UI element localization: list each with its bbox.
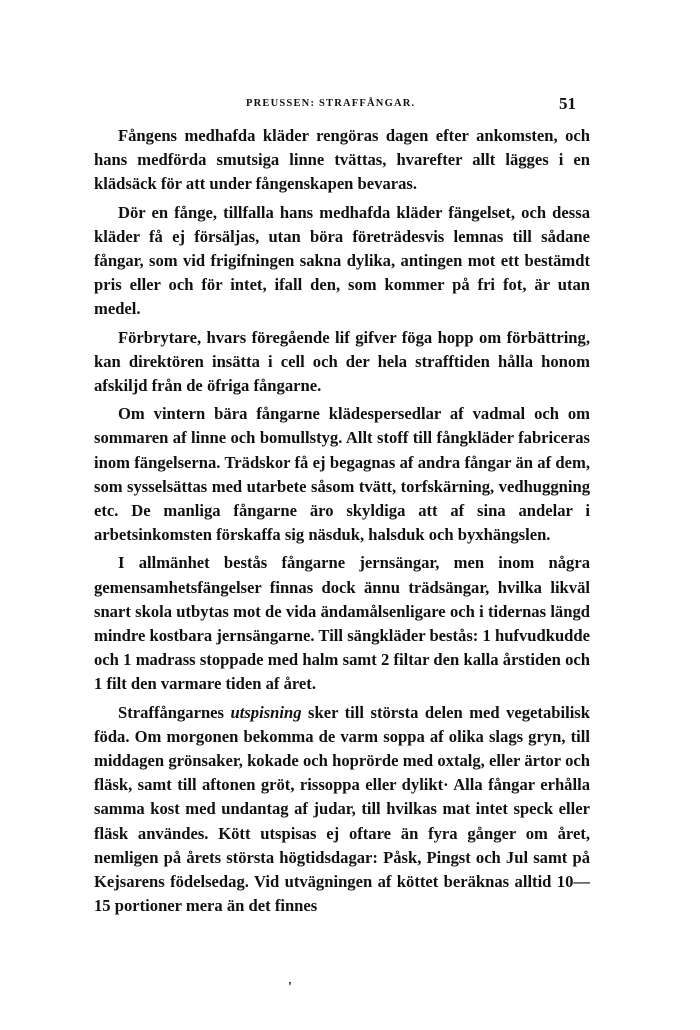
- paragraph-beds: I allmänhet bestås fångarne jernsängar, men inom några gemensamhetsfängelser finnas dock ännu trädsängar, hvilka likväl snart skola utbytas mot de vida ändamålsenligare och i tidernas längd mindre kostbara jernsängarne. Till sängkläder bestås: 1 hufvudkudde och 1 madrass stoppade med halm samt 2 filtar den kalla årstiden och 1 filt den varmare tiden af året.: [94, 553, 590, 694]
- page-number: 51: [559, 94, 576, 113]
- page-header: [94, 94, 590, 120]
- paragraph-prison-clothing: Om vintern bära fångarne klädespersedlar af vadmal och om sommaren af linne och bomullstyg. Allt stoff till fångkläder fabriceras inom fängelserna. Trädskor få ej begagnas af andra fångar än af dem, som sysselsättas med utarbete såsom tvätt, torfskärning, vedhuggning etc. De manliga fångarne äro skyldiga att af sina andelar i arbetsinkomsten förskaffa sig näsduk, halsduk och byxhängslen.: [94, 404, 590, 545]
- footer-mark: ': [288, 980, 292, 995]
- paragraph-food: [94, 701, 590, 919]
- paragraph-clothing-cleaning: Fångens medhafda kläder rengöras dagen efter ankomsten, och hans medförda smutsiga linne tvättas, hvarefter allt lägges i en klädsäck för att under fångenskapen bevaras.: [94, 126, 590, 194]
- book-page: [94, 94, 590, 923]
- running-title: PREUSSEN: STRAFFÅNGAR.: [246, 98, 416, 109]
- emphasized-word: utspisning: [230, 702, 302, 722]
- paragraph-deceased-prisoner: Dör en fånge, tillfalla hans medhafda kläder fängelset, och dessa kläder få ej försäljas, utan böra företrädesvis lemnas till sådane fångar, som vid frigifningen sakna dylika, antingen mot ett bestämdt pris eller och för intet, ifall den, som kommer på fri fot, är utan medel.: [94, 202, 590, 319]
- food-text-rest: sker till största delen med vegetabilisk föda. Om morgonen bekomma de varm soppa af olika slags gryn, till middagen grönsaker, kokade och hoprörde med oxtalg, eller ärtor och fläsk, samt till aftonen gröt, rissoppa eller dylikt· Alla fångar erhålla samma kost med undantag af judar, till hvilkas mat intet speck eller fläsk användes. Kött utspisas ej oftare än fyra gånger om året, nemligen på årets största högtidsdagar: Påsk, Pingst och Jul samt på Kejsarens födelsedag. Vid utvägningen af köttet beräknas alltid 10—15 portioner mera än det finnes: [94, 702, 590, 916]
- paragraph-isolation: Förbrytare, hvars föregående lif gifver föga hopp om förbättring, kan direktören insätta i cell och der hela strafftiden hålla honom afskiljd från de öfriga fångarne.: [94, 327, 590, 396]
- food-text-start: Straffångarnes: [118, 702, 231, 722]
